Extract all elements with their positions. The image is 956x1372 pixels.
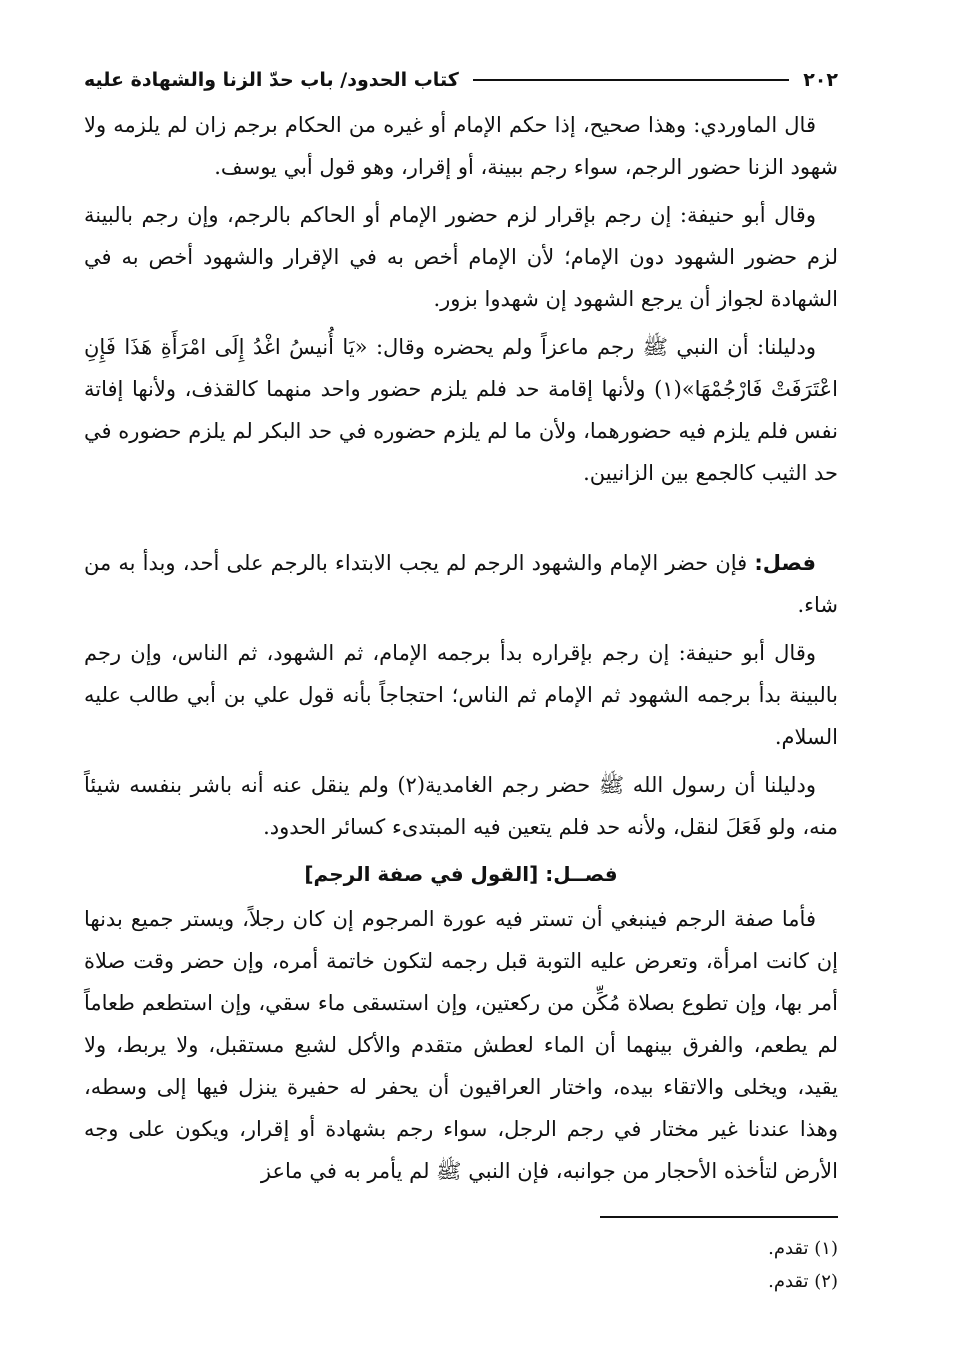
header-rule	[473, 79, 789, 81]
paragraph: فأما صفة الرجم فينبغي أن تستر فيه عورة المرجوم إن كان رجلاً، ويستر جميع بدنها إن كانت امرأة، وتعرض عليه التوبة قبل رجمه لتكون خاتمة أمره، وإن حضر وقت صلاة أمر بها، وإن تطوع بصلاة مُكِّن من ركعتين، وإن استسقى ماء سقي، وإن استطعم طعاماً لم يطعم، والفرق بينهما أن الماء لعطش متقدم والأكل لشبع مستقبل، ولا يربط، ولا يقيد، ويخلى والاتقاء بيده، واختار العراقيون أن يحفر له حفيرة ينزل فيها إلى وسطه، وهذا عندنا غير مختار في رجم الرجل، سواء رجم بشهادة أو إقرار، ويكون على وجه الأرض لتأخذه الأحجار من جوانبه، فإن النبي ﷺ لم يأمر به في ماعز	[84, 907, 838, 1183]
footnote: (١) تقدم.	[768, 1238, 838, 1259]
fasl-paragraph	[84, 542, 838, 626]
footnote-rule	[600, 1216, 838, 1218]
paragraph: وقال أبو حنيفة: إن رجم بإقرار لزم حضور الإمام أو الحاكم بالرجم، وإن رجم بالبينة لزم حضور الشهود دون الإمام؛ لأن الإمام أخص به في الإقرار والشهود أخص به في الشهادة لجواز أن يرجع الشهود إن شهدوا بزور.	[84, 203, 838, 311]
footnotes	[84, 1232, 838, 1298]
footnote: (٢) تقدم.	[768, 1271, 838, 1292]
page-body	[84, 104, 838, 1192]
running-header	[84, 60, 838, 100]
paragraph: ودليلنا: أن النبي ﷺ رجم ماعزاً ولم يحضره وقال: «يَا أُنيسُ اغْدُ إِلَى امْرَأَةِ هَذَا فَإِنِ اعْتَرَفَتْ فَارْجُمْهَا»(١) ولأنها إقامة حد فلم يلزم حضور واحد منهما كالقذف، ولأنها إفاتة نفس فلم يلزم فيه حضورهما، ولأن ما لم يلزم حضوره في حد البكر لم يلزم حضوره في حد الثيب كالجمع بين الزانيين.	[84, 335, 838, 485]
paragraph: ودليلنا أن رسول الله ﷺ حضر رجم الغامدية(٢) ولم ينقل عنه أنه باشر بنفسه شيئاً منه، ولو فَعَلَ لنقل، ولأنه حد فلم يتعين فيه المبتدىء كسائر الحدود.	[84, 773, 838, 839]
paragraph: وقال أبو حنيفة: إن رجم بإقراره بدأ برجمه الإمام، ثم الشهود، ثم الناس، وإن رجم بالبينة بدأ برجمه الشهود ثم الإمام ثم الناس؛ احتجاجاً بأنه قول علي بن أبي طالب عليه السلام.	[84, 641, 838, 749]
fasl-label: فصل:	[754, 551, 816, 575]
page-number: ٢٠٢	[803, 69, 838, 91]
paragraph: قال الماوردي: وهذا صحيح، إذا حكم الإمام أو غيره من الحكام برجم زان لم يلزمه ولا شهود الزنا حضور الرجم، سواء رجم ببينة، أو إقرار، وهو قول أبي يوسف.	[84, 113, 838, 179]
running-title: كتاب الحدود/ باب حدّ الزنا والشهادة عليه	[84, 69, 459, 91]
fasl-text: فإن حضر الإمام والشهود الرجم لم يجب الابتداء بالرجم على أحد، وبدأ به من شاء.	[84, 551, 838, 617]
section-heading: فصــل: [القول في صفة الرجم]	[304, 862, 618, 886]
